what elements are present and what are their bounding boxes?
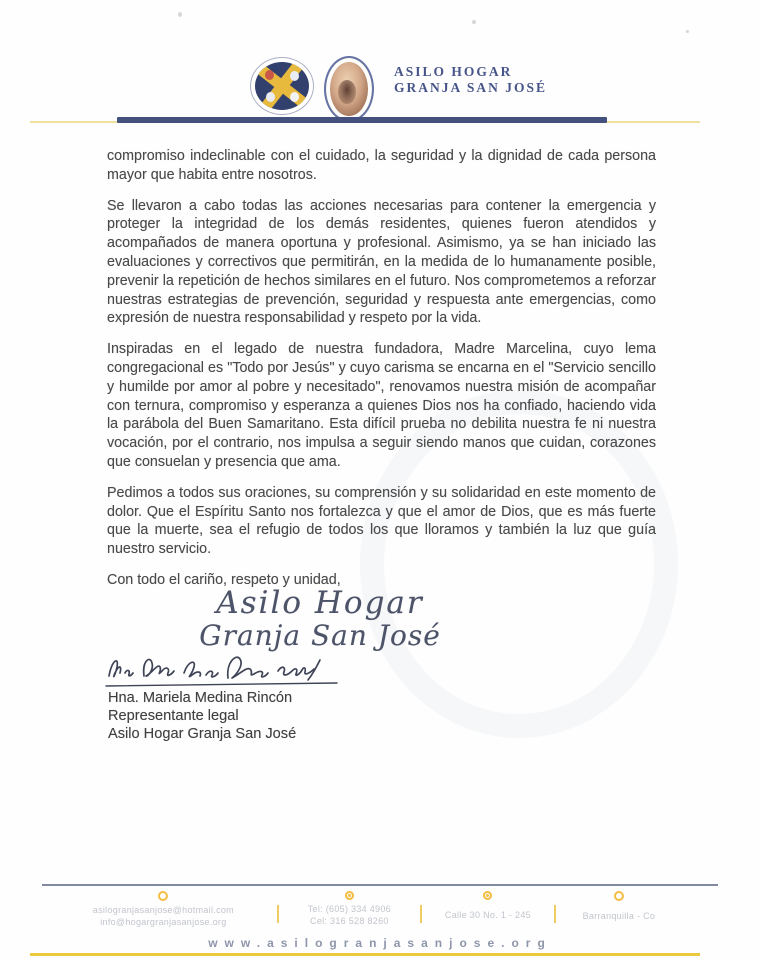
cellphone-number: Cel: 316 528 8260 (310, 915, 389, 926)
footer-top-rule (42, 884, 718, 886)
script-signature-line1: Asilo Hogar (216, 585, 424, 621)
email-address-2: info@hogargranjasanjose.org (100, 916, 227, 927)
crest-inner-circle (255, 62, 309, 110)
header-navy-rule (117, 117, 607, 123)
phone-icon (345, 891, 354, 900)
telephone-number: Tel: (605) 334 4906 (307, 904, 391, 914)
congregation-crest-logo (250, 57, 314, 115)
website-url: www.asilogranjasanjose.org (208, 936, 552, 950)
footer-city-column (566, 891, 672, 923)
handwritten-signature-strokes (104, 649, 340, 691)
paragraph: compromiso indeclinable con el cuidado, la seguridad y la dignidad de cada persona mayor que habita entre nosotros. (107, 148, 656, 183)
crest-quadrant-emblem (265, 70, 274, 80)
org-name-line2: GRANJA SAN JOSÉ (394, 80, 548, 95)
footer-separator (277, 905, 279, 923)
madonna-medallion-logo (324, 56, 374, 122)
footer-separator (420, 905, 422, 923)
crest-quadrant-emblem (266, 92, 275, 102)
city-name: Barranquilla - Co (582, 911, 656, 921)
org-name-line1: ASILO HOGAR (394, 64, 513, 79)
org-name (394, 64, 547, 96)
location-pin-icon (483, 891, 492, 900)
crest-quadrant-emblem (290, 92, 299, 102)
signer-name: Hna. Mariela Medina Rincón (108, 690, 293, 706)
paragraph: Se llevaron a cabo todas las acciones necesarias para contener la emergencia y proteger la integridad de los demás residentes, quienes fueron atendidos y acompañados de manera oportuna y profesional. Asimismo, ya se han iniciado las evaluaciones y correctivos que permitirán, en la medida de lo humanamente posible, prevenir la repetición de hechos similares en el futuro. Nos comprometemos a reforzar nuestras estrategias de prevención, seguridad y respuesta ante emergencias, como expresión de nuestra responsabilidad y respeto por la vida. (107, 197, 656, 327)
footer-address-column (432, 891, 544, 922)
street-address: Calle 30 No. 1 - 245 (444, 910, 531, 920)
signer-org: Asilo Hogar Granja San José (108, 726, 297, 742)
footer-separator (554, 905, 556, 923)
city-icon (614, 891, 624, 901)
footer-email-column (60, 891, 267, 928)
letter-body (107, 147, 656, 602)
signer-title: Representante legal (108, 708, 239, 724)
scan-speck (178, 12, 182, 17)
footer-gold-rule (30, 953, 700, 956)
scan-speck (472, 20, 476, 24)
crest-quadrant-emblem (290, 71, 299, 81)
closing-line: Con todo el cariño, respeto y unidad, (107, 571, 341, 588)
script-signature (140, 586, 500, 651)
script-signature-line2: Granja San José (199, 619, 441, 652)
paragraph: Pedimos a todos sus oraciones, su comprensión y su solidaridad en este momento de dolor. Que el Espíritu Santo nos fortalezca y que el amor de Dios, que es más fuerte que la muerte, sea el refugio de todos los que lloramos y también la luz que guía nuestro servicio. (107, 484, 656, 558)
signer-block (108, 689, 296, 743)
scan-speck (686, 30, 689, 33)
footer-contact-row (60, 891, 672, 928)
paragraph: Inspiradas en el legado de nuestra fundadora, Madre Marcelina, cuyo lema congregacional es "Todo por Jesús" y cuyo carisma se encarna en el "Servicio sencillo y humilde por amor al pobre y necesitado", renovamos nuestra misión de acompañar con ternura, compromiso y esperanza a quienes Dios nos ha confiado, haciendo vida la parábola del Buen Samaritano. Esta difícil prueba no debilita nuestra fe ni nuestra vocación, por el contrario, nos impulsa a seguir siendo manos que cuidan, corazones que consuelan y presencia que ama. (107, 341, 656, 470)
email-address-1: asilogranjasanjose@hotmail.com (92, 905, 234, 915)
email-icon (158, 891, 168, 901)
footer-phone-column (289, 891, 410, 927)
